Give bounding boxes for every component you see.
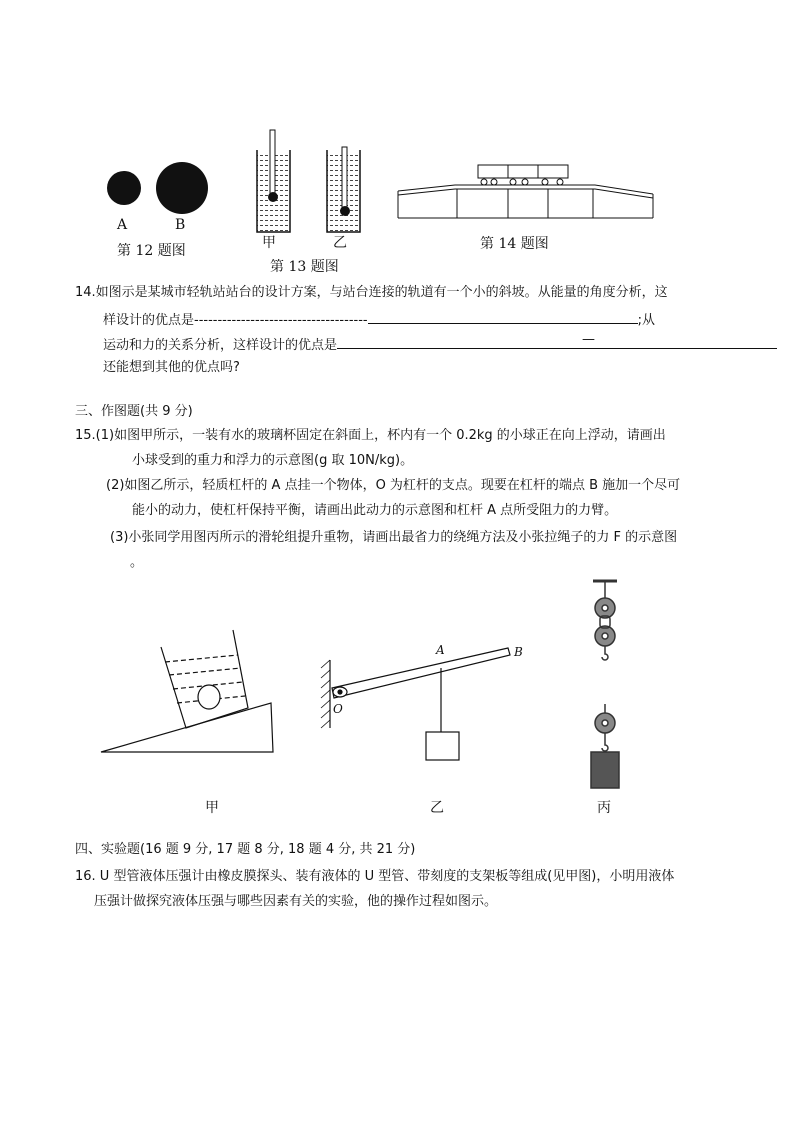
- fig-yi-label: 乙: [430, 800, 444, 816]
- q14-line2-suffix: ;从: [637, 313, 655, 328]
- lever-label-b: B: [514, 645, 523, 659]
- q15-1-line2: 小球受到的重力和浮力的示意图(g 取 10N/kg)。: [132, 453, 414, 468]
- container-jia: [257, 130, 290, 232]
- fig12-label-a: A: [117, 217, 128, 233]
- q14-dashes: -------------------------------------: [194, 313, 368, 328]
- q14-line2-prefix: 样设计的优点是: [103, 313, 195, 328]
- movable-pulley: [595, 713, 615, 733]
- q15-1-line1: 15.(1)如图甲所示，一装有水的玻璃杯固定在斜面上，杯内有一个 0.2kg 的小球正在向上浮动，请画出: [75, 428, 666, 443]
- section4-heading: 四、实验题(16 题 9 分, 17 题 8 分, 18 题 4 分, 共 21 分): [75, 842, 416, 857]
- q14-line4: 还能想到其他的优点吗?: [103, 360, 240, 375]
- q16-line2: 压强计做探究液体压强与哪些因素有关的实验，他的操作过程如图示。: [94, 894, 498, 909]
- lever-label-o: O: [333, 702, 343, 716]
- fig14-platform: [395, 160, 660, 222]
- q15-3-line1: (3)小张同学用图丙所示的滑轮组提升重物，请画出最省力的绕绳方法及小张拉绳子的力 F 的示意图: [110, 530, 678, 545]
- q15-3-line2: 。: [130, 555, 144, 570]
- fig-bing-pulleys: [585, 578, 625, 793]
- hanging-block: [426, 732, 459, 760]
- fig13-label-jia: 甲: [262, 235, 276, 251]
- fig12-caption: 第 12 题图: [117, 243, 186, 259]
- q14-line1: 14.如图示是某城市轻轨站站台的设计方案，与站台连接的轨道有一个小的斜坡。从能量的角度分析，这: [75, 285, 668, 300]
- fig13-containers: [250, 125, 370, 235]
- ball-b: [156, 162, 208, 214]
- lever-label-a: A: [436, 643, 445, 657]
- fig-jia-incline-cup: [98, 625, 278, 755]
- q14-line3-prefix: 运动和力的关系分析，这样设计的优点是: [103, 338, 338, 353]
- section3-heading: 三、作图题(共 9 分): [75, 404, 193, 419]
- q16-line1: 16. U 型管液体压强计由橡皮膜探头、装有液体的 U 型管、带刻度的支架板等组成(见甲图)，小明用液体: [75, 869, 675, 884]
- q14-line2: [103, 311, 655, 329]
- q14-answer-blank-2[interactable]: [337, 332, 777, 349]
- q14-line3: [103, 332, 777, 354]
- weight: [591, 752, 619, 788]
- q15-2-line1: (2)如图乙所示，轻质杠杆的 A 点挂一个物体，O 为杠杆的支点。现要在杠杆的端点 B 施加一个尽可: [106, 478, 681, 493]
- fig13-label-yi: 乙: [333, 235, 347, 251]
- fixed-pulley-top: [595, 598, 615, 618]
- fig14-caption: 第 14 题图: [480, 236, 549, 252]
- fig12-balls: [100, 155, 220, 225]
- q14-line3-mark: —: [582, 332, 596, 347]
- fig12-label-b: B: [175, 217, 186, 233]
- fig-yi-lever: [318, 640, 528, 770]
- fig-jia-label: 甲: [205, 800, 219, 816]
- q14-answer-blank-1[interactable]: [368, 311, 638, 324]
- fig13-caption: 第 13 题图: [270, 259, 339, 275]
- fig-bing-label: 丙: [597, 800, 611, 816]
- container-yi: [327, 147, 360, 232]
- ball: [198, 685, 220, 709]
- ball-a: [107, 171, 141, 205]
- q15-2-line2: 能小的动力，使杠杆保持平衡，请画出此动力的示意图和杠杆 A 点所受阻力的力臂。: [132, 503, 618, 518]
- fixed-pulley-bottom: [595, 626, 615, 646]
